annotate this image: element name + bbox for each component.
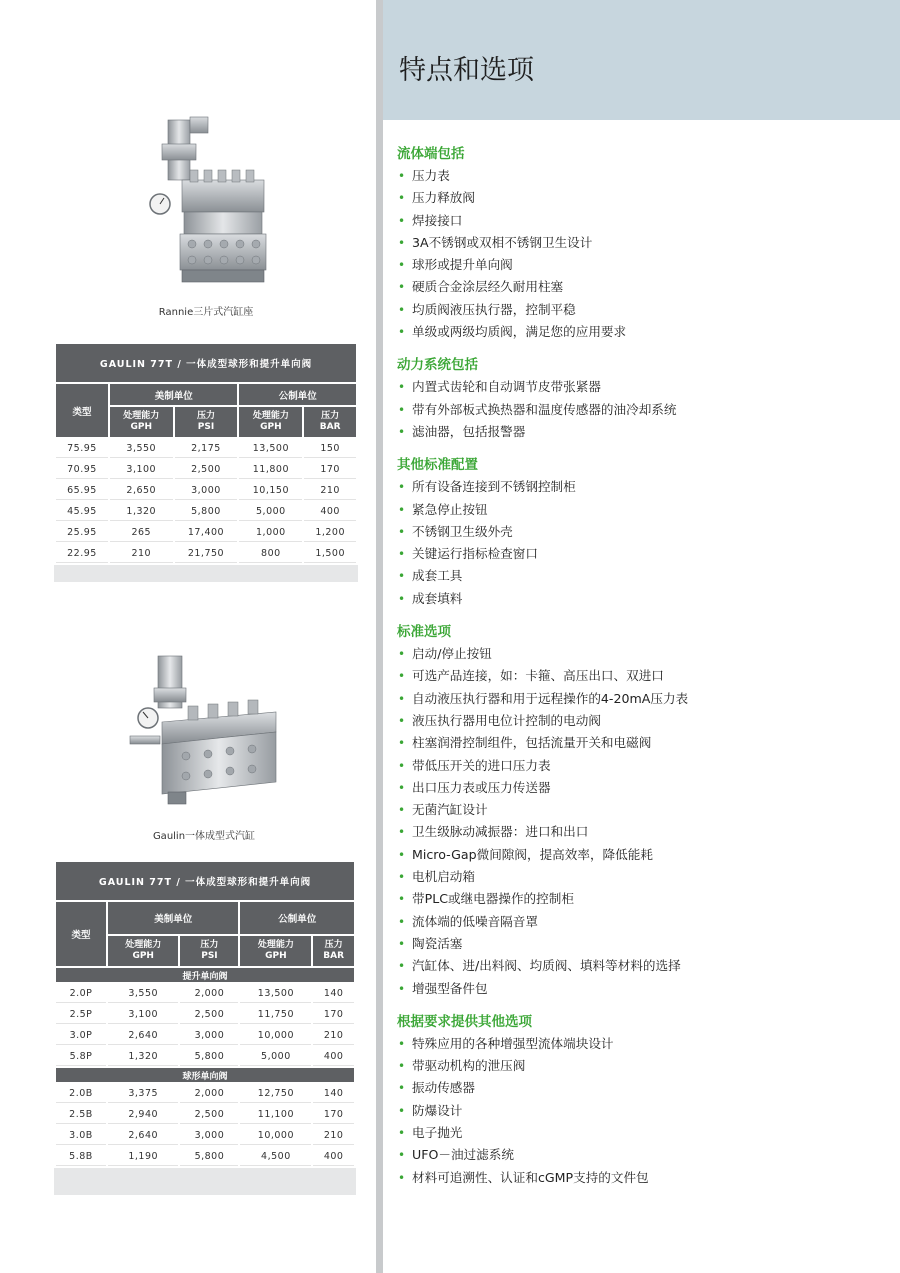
table-cell: 1,320 xyxy=(108,1047,178,1066)
table1-sub-m-pres: 压力 BAR xyxy=(304,407,356,437)
table-cell: 2,650 xyxy=(110,481,173,500)
table-cell: 5.8P xyxy=(56,1047,106,1066)
table-cell: 1,320 xyxy=(110,502,173,521)
list-item: • 振动传感器 xyxy=(397,1077,892,1099)
list-item: • 自动液压执行器和用于远程操作的4-20mA压力表 xyxy=(397,688,892,710)
list-item: • 电机启动箱 xyxy=(397,866,892,888)
table-cell: 400 xyxy=(313,1047,354,1066)
table2-group-poppet: 提升单向阀 xyxy=(56,968,354,982)
list-item: • UFO－油过滤系统 xyxy=(397,1144,892,1166)
list-item: • 3A不锈钢或双相不锈钢卫生设计 xyxy=(397,232,892,254)
section-title: 标准选项 xyxy=(397,624,451,641)
table-row xyxy=(56,502,356,521)
table-cell: 11,100 xyxy=(240,1105,311,1124)
table-cell: 2.0B xyxy=(56,1084,106,1103)
header-band xyxy=(383,0,900,120)
list-item: • 球形或提升单向阀 xyxy=(397,254,892,276)
table-cell: 3,100 xyxy=(108,1005,178,1024)
table1-sub-m-cap: 处理能力 GPH xyxy=(239,407,302,437)
table-cell: 210 xyxy=(313,1026,354,1045)
figure-caption-2: Gaulin一体成型式汽缸 xyxy=(152,831,256,842)
table-cell: 1,190 xyxy=(108,1147,178,1166)
table1-group-metric: 公制单位 xyxy=(239,384,356,405)
table-cell: 65.95 xyxy=(56,481,108,500)
table-cell: 22.95 xyxy=(56,544,108,563)
table-cell: 2,500 xyxy=(180,1105,238,1124)
table-cell: 1,000 xyxy=(239,523,302,542)
table-cell: 210 xyxy=(304,481,356,500)
rannie-cylinder-image xyxy=(140,112,280,292)
table-cell: 17,400 xyxy=(175,523,238,542)
list-item: • 液压执行器用电位计控制的电动阀 xyxy=(397,710,892,732)
table2-group-metric: 公制单位 xyxy=(240,902,354,934)
list-item: • 电子抛光 xyxy=(397,1122,892,1144)
list-item: • 增强型备件包 xyxy=(397,978,892,1000)
table1-sub-us-cap: 处理能力 GPH xyxy=(110,407,173,437)
table-row xyxy=(56,1126,354,1145)
table-cell: 3,550 xyxy=(110,439,173,458)
table-cell: 12,750 xyxy=(240,1084,311,1103)
table2-sub-us-cap: 处理能力 GPH xyxy=(108,936,178,966)
list-item: • 带PLC或继电器操作的控制柜 xyxy=(397,888,892,910)
list-item: • 卫生级脉动减振器：进口和出口 xyxy=(397,821,892,843)
table-cell: 1,200 xyxy=(304,523,356,542)
table-cell: 800 xyxy=(239,544,302,563)
table-cell: 13,500 xyxy=(239,439,302,458)
list-item: • 成套填料 xyxy=(397,588,892,610)
table-cell: 2,940 xyxy=(108,1105,178,1124)
feature-list xyxy=(397,165,892,343)
list-item: • 带驱动机构的泄压阀 xyxy=(397,1055,892,1077)
feature-sections xyxy=(397,142,892,1199)
table-cell: 170 xyxy=(313,1005,354,1024)
table-cell: 3,100 xyxy=(110,460,173,479)
table-row xyxy=(56,1147,354,1166)
table-cell: 140 xyxy=(313,1084,354,1103)
list-item: • 带有外部板式换热器和温度传感器的油冷却系统 xyxy=(397,399,892,421)
table-row xyxy=(56,1047,354,1066)
table-cell: 21,750 xyxy=(175,544,238,563)
table-row xyxy=(56,1026,354,1045)
list-item: • 特殊应用的各种增强型流体端块设计 xyxy=(397,1033,892,1055)
table-cell: 400 xyxy=(313,1147,354,1166)
gaulin-cylinder-image xyxy=(128,652,284,810)
list-item: • 陶瓷活塞 xyxy=(397,933,892,955)
right-column xyxy=(383,0,900,1273)
table-cell: 2,640 xyxy=(108,1126,178,1145)
table-cell: 75.95 xyxy=(56,439,108,458)
table-cell: 2.5P xyxy=(56,1005,106,1024)
table-cell: 25.95 xyxy=(56,523,108,542)
table-cell: 3,000 xyxy=(180,1126,238,1145)
table-cell: 5,800 xyxy=(175,502,238,521)
table-cell: 11,800 xyxy=(239,460,302,479)
list-item: • Micro-Gap微间隙阀，提高效率，降低能耗 xyxy=(397,844,892,866)
table-cell: 3,000 xyxy=(175,481,238,500)
table2-group-ball: 球形单向阀 xyxy=(56,1068,354,1082)
table2-sub-m-cap: 处理能力 GPH xyxy=(240,936,311,966)
table-cell: 2.5B xyxy=(56,1105,106,1124)
table-row xyxy=(56,984,354,1003)
table-cell: 2.0P xyxy=(56,984,106,1003)
table-row xyxy=(56,1084,354,1103)
table-cell: 3,550 xyxy=(108,984,178,1003)
table-cell: 45.95 xyxy=(56,502,108,521)
figure-caption-1: Rannie三片式汽缸座 xyxy=(158,307,254,318)
list-item: • 材料可追溯性、认证和cGMP支持的文件包 xyxy=(397,1167,892,1189)
list-item: • 不锈钢卫生级外壳 xyxy=(397,521,892,543)
section-title: 流体端包括 xyxy=(397,146,465,162)
table-row xyxy=(56,439,356,458)
feature-list xyxy=(397,376,892,443)
table-row xyxy=(56,460,356,479)
list-item: • 成套工具 xyxy=(397,565,892,587)
list-item: • 内置式齿轮和自动调节皮带张紧器 xyxy=(397,376,892,398)
table-cell: 170 xyxy=(313,1105,354,1124)
table-cell: 2,640 xyxy=(108,1026,178,1045)
list-item: • 均质阀液压执行器，控制平稳 xyxy=(397,299,892,321)
table-cell: 5,000 xyxy=(240,1047,311,1066)
table-cell: 10,000 xyxy=(240,1026,311,1045)
table-cell: 10,150 xyxy=(239,481,302,500)
table2-sub-m-pres: 压力 BAR xyxy=(313,936,354,966)
table-cell: 210 xyxy=(313,1126,354,1145)
table-row xyxy=(56,523,356,542)
table-cell: 3,375 xyxy=(108,1084,178,1103)
feature-list xyxy=(397,643,892,1000)
spec-table-2 xyxy=(54,860,356,1168)
table-cell: 5,800 xyxy=(180,1047,238,1066)
table-cell: 170 xyxy=(304,460,356,479)
table1-title: GAULIN 77T / 一体成型球形和提升单向阀 xyxy=(56,344,356,382)
table-cell: 210 xyxy=(110,544,173,563)
table-cell: 70.95 xyxy=(56,460,108,479)
list-item: • 流体端的低噪音隔音罩 xyxy=(397,911,892,933)
column-divider xyxy=(376,0,383,1273)
section-title: 动力系统包括 xyxy=(397,357,478,374)
table-cell: 4,500 xyxy=(240,1147,311,1166)
section-title: 根据要求提供其他选项 xyxy=(397,1013,532,1030)
table-cell: 2,000 xyxy=(180,1084,238,1103)
table-cell: 5,000 xyxy=(239,502,302,521)
list-item: • 关键运行指标检查窗口 xyxy=(397,543,892,565)
list-item: • 压力释放阀 xyxy=(397,187,892,209)
table1-sub-us-pres: 压力 PSI xyxy=(175,407,238,437)
list-item: • 滤油器，包括报警器 xyxy=(397,421,892,443)
table-cell: 11,750 xyxy=(240,1005,311,1024)
table-row xyxy=(56,1105,354,1124)
table-cell: 2,000 xyxy=(180,984,238,1003)
list-item: • 压力表 xyxy=(397,165,892,187)
table-row xyxy=(56,1005,354,1024)
feature-list xyxy=(397,1033,892,1189)
table2-sub-us-pres: 压力 PSI xyxy=(180,936,238,966)
table-cell: 2,175 xyxy=(175,439,238,458)
table-cell: 400 xyxy=(304,502,356,521)
list-item: • 紧急停止按钮 xyxy=(397,499,892,521)
table2-group-us: 美制单位 xyxy=(108,902,238,934)
list-item: • 硬质合金涂层经久耐用柱塞 xyxy=(397,276,892,298)
list-item: • 汽缸体、进/出料阀、均质阀、填料等材料的选择 xyxy=(397,955,892,977)
table-cell: 265 xyxy=(110,523,173,542)
table-cell: 13,500 xyxy=(240,984,311,1003)
list-item: • 柱塞润滑控制组件，包括流量开关和电磁阀 xyxy=(397,732,892,754)
table-cell: 150 xyxy=(304,439,356,458)
table1-group-us: 美制单位 xyxy=(110,384,237,405)
table-cell: 5,800 xyxy=(180,1147,238,1166)
table-cell: 1,500 xyxy=(304,544,356,563)
table2-title: GAULIN 77T / 一体成型球形和提升单向阀 xyxy=(56,862,354,900)
page-title: 特点和选项 xyxy=(399,55,534,86)
left-column xyxy=(0,0,376,1273)
table1-col-type: 类型 xyxy=(56,384,108,437)
table-cell: 5.8B xyxy=(56,1147,106,1166)
list-item: • 防爆设计 xyxy=(397,1100,892,1122)
table-cell: 10,000 xyxy=(240,1126,311,1145)
feature-list xyxy=(397,476,892,610)
list-item: • 启动/停止按钮 xyxy=(397,643,892,665)
table-cell: 3.0P xyxy=(56,1026,106,1045)
list-item: • 无菌汽缸设计 xyxy=(397,799,892,821)
spec-table-1 xyxy=(54,342,358,565)
table-cell: 2,500 xyxy=(180,1005,238,1024)
list-item: • 出口压力表或压力传送器 xyxy=(397,777,892,799)
list-item: • 所有设备连接到不锈钢控制柜 xyxy=(397,476,892,498)
table-row xyxy=(56,481,356,500)
section-title: 其他标准配置 xyxy=(397,457,478,474)
table-row xyxy=(56,544,356,563)
table-cell: 140 xyxy=(313,984,354,1003)
list-item: • 单级或两级均质阀，满足您的应用要求 xyxy=(397,321,892,343)
list-item: • 可选产品连接，如：卡箍、高压出口、双进口 xyxy=(397,665,892,687)
list-item: • 焊接接口 xyxy=(397,210,892,232)
table-cell: 2,500 xyxy=(175,460,238,479)
table-cell: 3,000 xyxy=(180,1026,238,1045)
list-item: • 带低压开关的进口压力表 xyxy=(397,755,892,777)
table2-col-type: 类型 xyxy=(56,902,106,966)
table-cell: 3.0B xyxy=(56,1126,106,1145)
